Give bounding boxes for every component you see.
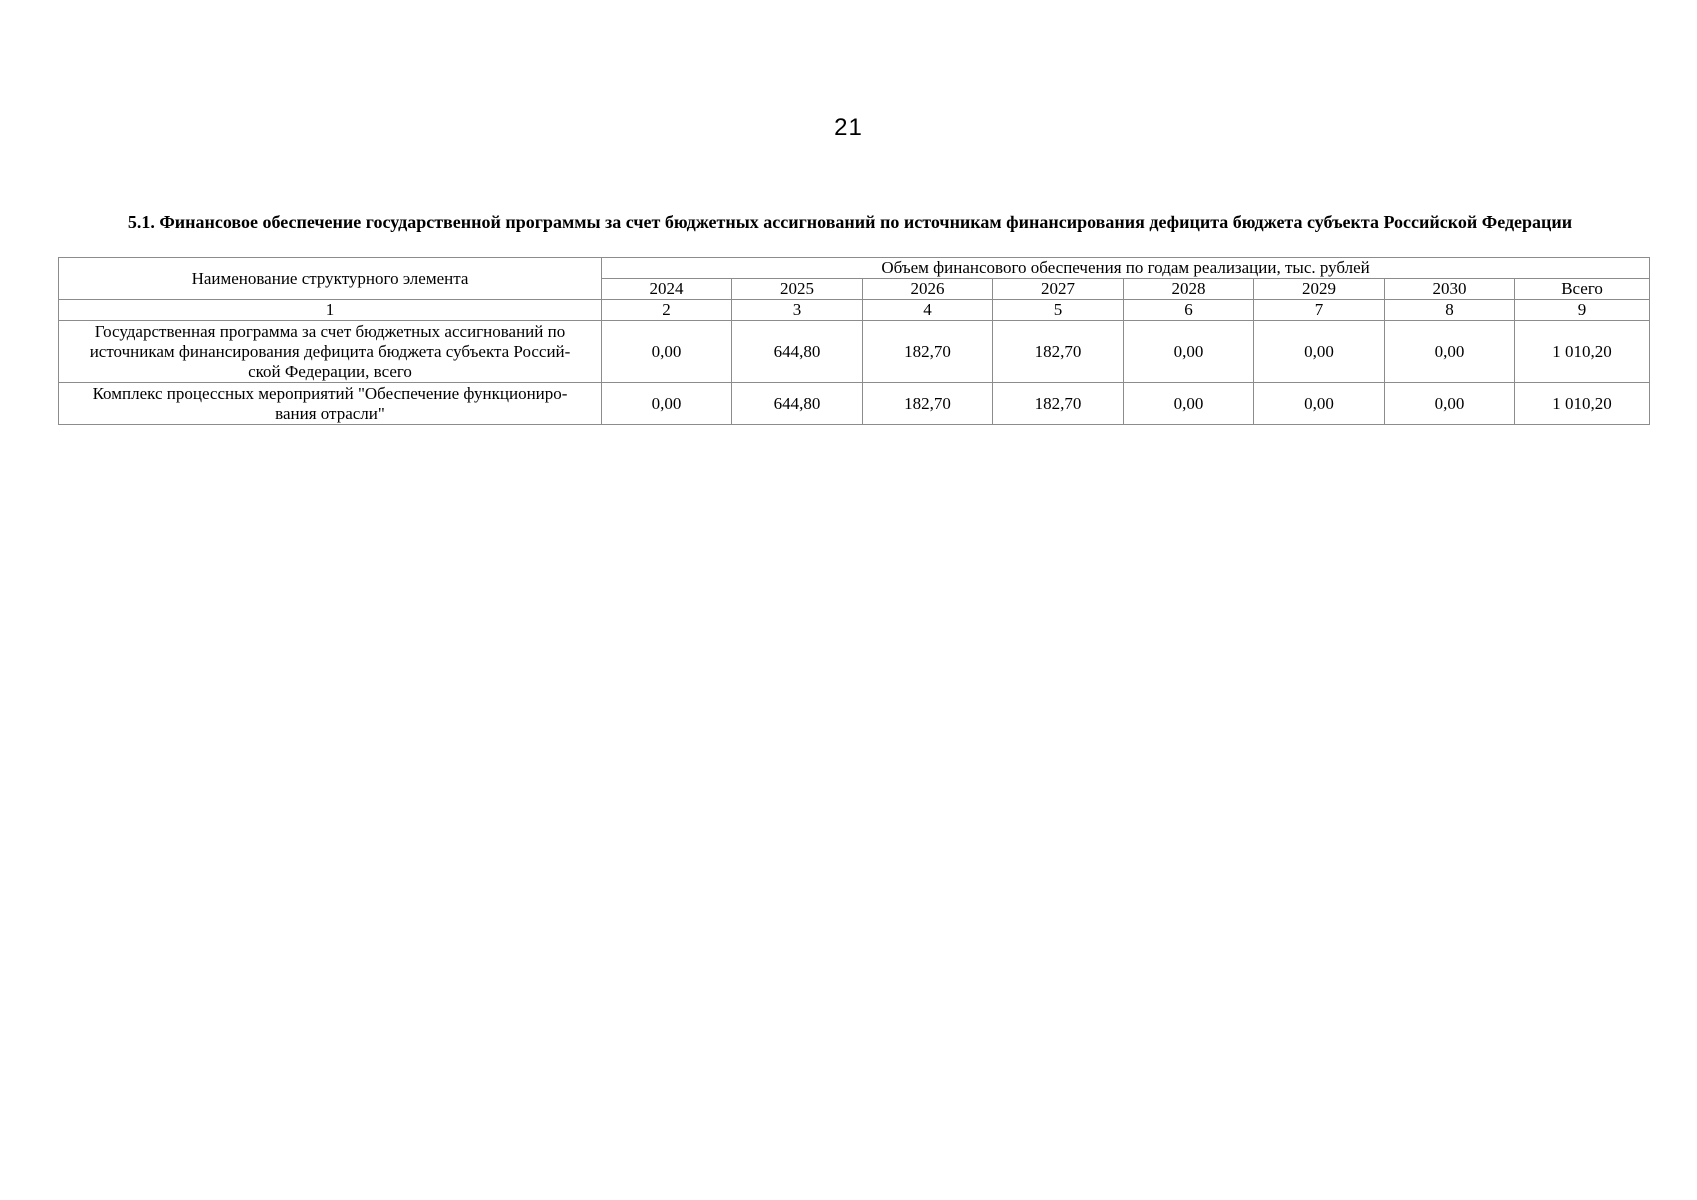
value-cell: 0,00 — [602, 383, 732, 425]
page-number: 21 — [834, 114, 863, 141]
value-cell: 0,00 — [1124, 321, 1254, 383]
row-name-line: ской Федерации, всего — [248, 361, 412, 381]
column-header-year: 2027 — [993, 279, 1124, 300]
row-name-line: вания отрасли" — [275, 403, 385, 423]
column-header-year: 2026 — [863, 279, 993, 300]
row-name-line: Государственная программа за счет бюджетных ассигнований по — [94, 321, 566, 341]
column-header-total: Всего — [1515, 279, 1650, 300]
column-number: 7 — [1254, 300, 1385, 321]
total-cell: 1 010,20 — [1515, 321, 1650, 383]
value-cell: 182,70 — [863, 321, 993, 383]
column-header-year: 2028 — [1124, 279, 1254, 300]
value-cell: 644,80 — [732, 321, 863, 383]
column-header-name: Наименование структурного элемента — [59, 258, 602, 300]
column-numbers-row — [59, 300, 1650, 321]
column-header-year: 2030 — [1385, 279, 1515, 300]
value-cell: 182,70 — [993, 321, 1124, 383]
column-number: 5 — [993, 300, 1124, 321]
row-name-cell — [59, 383, 602, 425]
value-cell: 0,00 — [1124, 383, 1254, 425]
column-number: 2 — [602, 300, 732, 321]
section-title: 5.1. Финансовое обеспечение государственной программы за счет бюджетных ассигнований по источникам финансирования дефицита бюджета субъекта Российской Федерации — [127, 212, 1573, 232]
column-header-year: 2029 — [1254, 279, 1385, 300]
financing-table — [58, 257, 1650, 425]
row-name-line: источникам финансирования дефицита бюджета субъекта Россий- — [89, 341, 571, 361]
value-cell: 0,00 — [602, 321, 732, 383]
table-row — [59, 383, 1650, 425]
value-cell: 0,00 — [1385, 321, 1515, 383]
column-header-year: 2025 — [732, 279, 863, 300]
total-cell: 1 010,20 — [1515, 383, 1650, 425]
value-cell: 0,00 — [1385, 383, 1515, 425]
row-name-line: Комплекс процессных мероприятий "Обеспечение функциониро- — [92, 383, 568, 403]
column-number: 6 — [1124, 300, 1254, 321]
value-cell: 644,80 — [732, 383, 863, 425]
column-number: 4 — [863, 300, 993, 321]
column-header-group: Объем финансового обеспечения по годам реализации, тыс. рублей — [602, 258, 1650, 279]
value-cell: 0,00 — [1254, 383, 1385, 425]
column-header-year: 2024 — [602, 279, 732, 300]
value-cell: 0,00 — [1254, 321, 1385, 383]
value-cell: 182,70 — [993, 383, 1124, 425]
table-row — [59, 321, 1650, 383]
column-number: 9 — [1515, 300, 1650, 321]
column-number: 3 — [732, 300, 863, 321]
column-number: 1 — [59, 300, 602, 321]
value-cell: 182,70 — [863, 383, 993, 425]
header-row — [59, 258, 1650, 279]
row-name-cell — [59, 321, 602, 383]
column-number: 8 — [1385, 300, 1515, 321]
